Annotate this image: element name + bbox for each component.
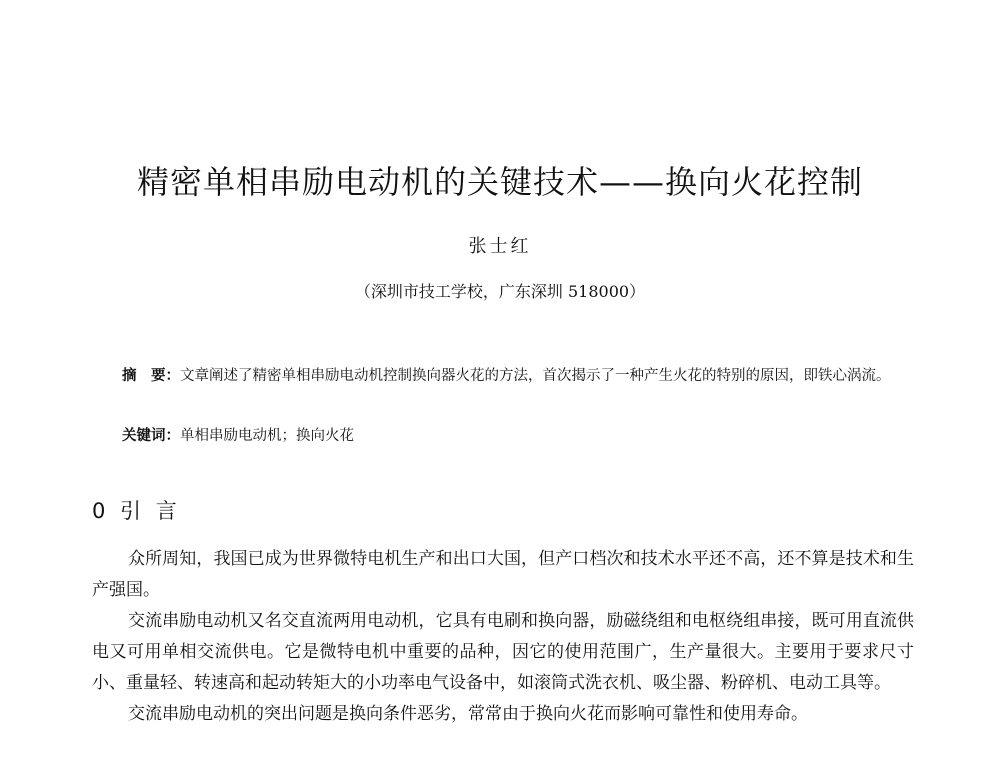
section-heading-introduction: 0 引 言 [92,499,181,523]
abstract [92,360,912,392]
abstract-label: 摘 要： [122,368,180,384]
keywords-text: 单相串励电动机；换向火花 [180,428,354,444]
author-name: 张士红 [468,236,532,257]
body-text [92,544,914,730]
body-paragraph: 交流串励电动机的突出问题是换向条件恶劣，常常由于换向火花而影响可靠性和使用寿命。 [128,704,808,724]
paper-title: 精密单相串励电动机的关键技术——换向火花控制 [136,163,863,201]
body-paragraph: 交流串励电动机又名交直流两用电动机，它具有电刷和换向器，励磁绕组和电枢绕组串接，既可用直流供电又可用单相交流供电。它是微特电机中重要的品种，因它的使用范围广，生产量很大。主要用于要求尺寸小、重量轻、转速高和起动转矩大的小功率电气设备中，如滚筒式洗衣机、吸尘器、粉碎机、电动工具等。 [92,611,914,693]
body-paragraph: 众所周知，我国已成为世界微特电机生产和出口大国，但产口档次和技术水平还不高，还不算是技术和生产强国。 [92,549,914,600]
author-affiliation: （深圳市技工学校，广东深圳 518000） [354,282,646,301]
abstract-text: 文章阐述了精密单相串励电动机控制换向器火花的方法，首次揭示了一种产生火花的特别的原因，即铁心涡流。 [180,368,891,384]
keywords-label: 关键词： [122,428,180,444]
keywords [122,424,912,448]
